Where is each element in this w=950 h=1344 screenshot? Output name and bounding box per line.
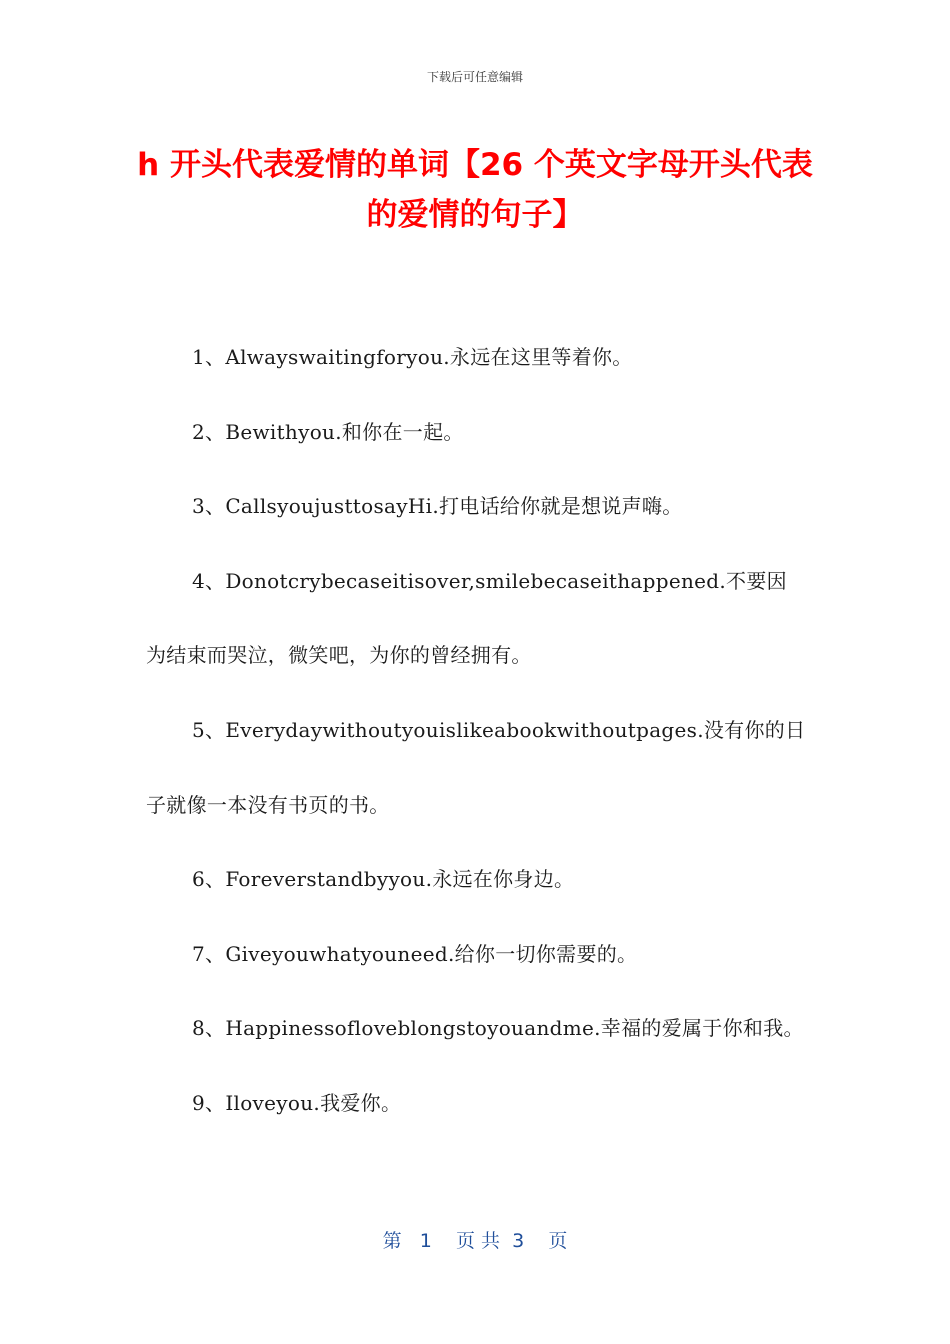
paragraph: 8、Happinessofloveblongstoyouandme.幸福的爱属于你和我。	[192, 1016, 804, 1041]
document-title: h 开头代表爱情的单词【26 个英文字母开头代表的爱情的句子】	[137, 147, 813, 233]
paragraph: 5、Everydaywithoutyouislikeabookwithoutpages.没有你的日子就像一本没有书页的书。	[146, 717, 806, 817]
paragraph: 3、CallsyoujusttosayHi.打电话给你就是想说声嗨。	[192, 494, 683, 519]
paragraph: 2、Bewithyou.和你在一起。	[192, 419, 464, 444]
document-body	[146, 320, 806, 1141]
paragraph: 7、Giveyouwhatyouneed.给你一切你需要的。	[192, 941, 638, 966]
paragraph: 1、Alwayswaitingforyou.永远在这里等着你。	[192, 345, 633, 369]
page-number-footer: 第 1 页 共 3 页	[382, 1230, 568, 1252]
paragraph: 6、Foreverstandbyyou.永远在你身边。	[192, 867, 575, 892]
paragraph: 9、Iloveyou.我爱你。	[192, 1090, 402, 1115]
paragraph: 4、Donotcrybecaseitisover,smilebecaseithappened.不要因为结束而哭泣，微笑吧，为你的曾经拥有。	[146, 568, 787, 668]
header-note: 下载后可任意编辑	[426, 70, 523, 84]
